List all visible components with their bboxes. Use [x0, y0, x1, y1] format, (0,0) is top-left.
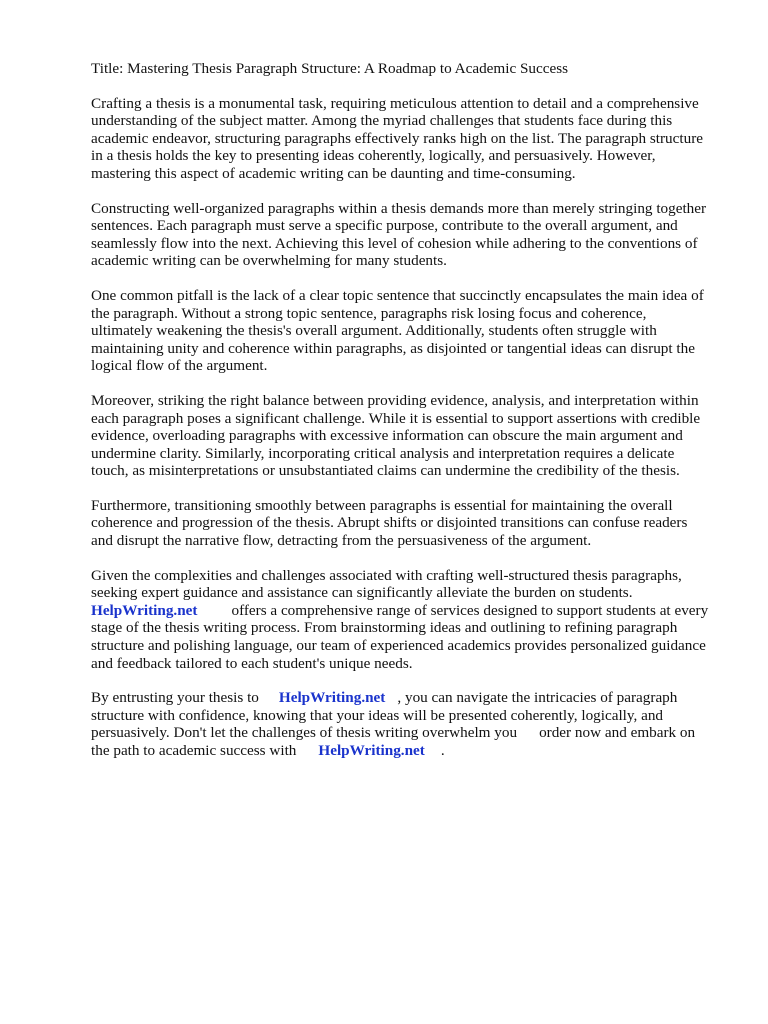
paragraph-line: undermine clarity. Similarly, incorporating critical analysis and interpretation requires a delicate [91, 444, 675, 462]
helpwriting-link[interactable]: HelpWriting.net [91, 601, 198, 619]
paragraph-text: , you can navigate the intricacies of paragraph [397, 689, 678, 707]
paragraph-line: understanding of the subject matter. Among the myriad challenges that students face during this [91, 112, 673, 130]
paragraph-line: One common pitfall is the lack of a clear topic sentence that succinctly encapsulates the main idea of [91, 286, 704, 304]
paragraph-1 [91, 95, 731, 183]
paragraph-line-with-link [91, 689, 731, 707]
helpwriting-link[interactable]: HelpWriting.net [318, 742, 425, 759]
paragraph-4 [91, 392, 731, 480]
document-title: Title: Mastering Thesis Paragraph Structure: A Roadmap to Academic Success [91, 60, 569, 77]
paragraph-line: logical flow of the argument. [91, 357, 268, 375]
paragraph-line: each paragraph poses a significant challenge. While it is essential to support assertions with credible [91, 409, 701, 427]
paragraph-text: offers a comprehensive range of services designed to support students at every [231, 601, 709, 619]
paragraph-line: maintaining unity and coherence within paragraphs, as disjointed or tangential ideas can disrupt the [91, 339, 695, 357]
paragraph-line: and feedback tailored to each student's unique needs. [91, 654, 413, 672]
paragraph-line [91, 724, 731, 742]
paragraph-line: Given the complexities and challenges associated with crafting well-structured thesis paragraphs, [91, 566, 682, 584]
paragraph-line-with-link [91, 602, 731, 620]
paragraph-line-with-link [91, 742, 731, 760]
paragraph-line: Constructing well-organized paragraphs within a thesis demands more than merely stringing together [91, 199, 707, 217]
paragraph-text: order now and embark on [539, 724, 696, 742]
paragraph-text: . [440, 742, 445, 759]
helpwriting-link[interactable]: HelpWriting.net [278, 689, 386, 707]
paragraph-line: seeking expert guidance and assistance can significantly alleviate the burden on students. [91, 584, 633, 602]
paragraph-line: and disrupt the narrative flow, detracting from the persuasiveness of the argument. [91, 532, 592, 550]
paragraph-line: evidence, overloading paragraphs with excessive information can obscure the main argument and [91, 427, 683, 445]
paragraph-7 [91, 689, 731, 759]
paragraph-6 [91, 567, 731, 673]
paragraph-line: the paragraph. Without a strong topic sentence, paragraphs risk losing focus and coherence, [91, 304, 647, 322]
paragraph-text: By entrusting your thesis to [91, 689, 259, 707]
paragraph-line: Crafting a thesis is a monumental task, requiring meticulous attention to detail and a comprehensive [91, 94, 699, 112]
paragraph-line: sentences. Each paragraph must serve a specific purpose, contribute to the overall argument, and [91, 217, 678, 235]
paragraph-5 [91, 497, 731, 550]
paragraph-line: seamlessly flow into the next. Achieving this level of cohesion while adhering to the conventions of [91, 234, 698, 252]
paragraph-2 [91, 200, 731, 270]
paragraph-line: touch, as misinterpretations or unsubstantiated claims can undermine the credibility of the thesis. [91, 462, 680, 480]
paragraph-line: coherence and progression of the thesis. Abrupt shifts or disjointed transitions can confuse readers [91, 514, 688, 532]
paragraph-line: Moreover, striking the right balance between providing evidence, analysis, and interpretation within [91, 391, 699, 409]
paragraph-text: the path to academic success with [91, 742, 297, 759]
paragraph-line: structure and polishing language, our team of experienced academics provides personalized guidance [91, 637, 706, 655]
document-page [91, 60, 731, 777]
paragraph-line: in a thesis holds the key to presenting ideas coherently, logically, and persuasively. However, [91, 147, 656, 165]
paragraph-line: academic writing can be overwhelming for many students. [91, 252, 447, 270]
paragraph-line: structure with confidence, knowing that your ideas will be presented coherently, logically, and [91, 706, 664, 724]
paragraph-line: academic endeavor, structuring paragraphs effectively ranks high on the list. The paragraph structure [91, 129, 704, 147]
paragraph-3 [91, 287, 731, 375]
paragraph-line: ultimately weakening the thesis's overall argument. Additionally, students often struggle with [91, 322, 657, 340]
paragraph-text: persuasively. Don't let the challenges of thesis writing overwhelm you [91, 724, 518, 742]
paragraph-line: Furthermore, transitioning smoothly between paragraphs is essential for maintaining the overall [91, 496, 673, 514]
paragraph-line: stage of the thesis writing process. From brainstorming ideas and outlining to refining paragraph [91, 619, 678, 637]
paragraph-line: mastering this aspect of academic writing can be daunting and time-consuming. [91, 164, 576, 182]
